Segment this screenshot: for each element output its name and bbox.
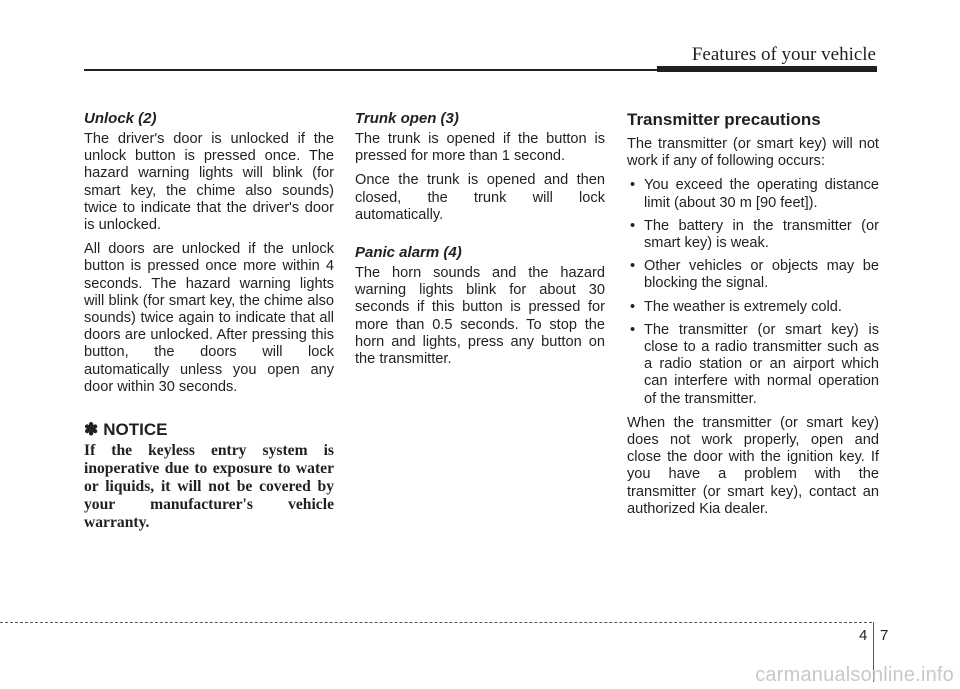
column-trunk-panic xyxy=(355,110,605,375)
bullet-icon: • xyxy=(630,258,636,275)
header-rule xyxy=(84,69,657,71)
list-item: • The weather is extremely cold. xyxy=(630,298,842,315)
list-item: • You exceed the operating distance limit (about 30 m [90 feet]). xyxy=(630,177,879,211)
bullet-icon: • xyxy=(630,217,636,234)
unlock-paragraph-2: All doors are unlocked if the unlock button is pressed once more within 4 seconds. The hazard warning lights will blink (for smart key, the chime also sounds) twice again to indicate that all doors are unlocked. After pressing this button, the doors will lock automatically unless you open any door within 30 seconds. xyxy=(84,241,334,395)
column-transmitter-precautions xyxy=(627,110,879,525)
asterisk-icon: ✽ xyxy=(84,420,99,440)
notice-heading xyxy=(84,420,334,440)
bullet-icon: • xyxy=(630,321,636,338)
notice-title: NOTICE xyxy=(103,420,168,440)
trunk-heading: Trunk open (3) xyxy=(355,110,459,127)
transmitter-heading: Transmitter precautions xyxy=(627,110,821,129)
footer-rule xyxy=(0,622,872,623)
transmitter-closing: When the transmitter (or smart key) does not work properly, open and close the door with the ignition key. If you have a problem with the transmitter (or smart key), contact an authorized Kia dealer. xyxy=(627,414,879,517)
bullet-icon: • xyxy=(630,298,636,315)
list-item: • The transmitter (or smart key) is close to a radio transmitter such as a radio station or an airport which can interfere with normal operation of the transmitter. xyxy=(630,321,879,407)
trunk-paragraph-1: The trunk is opened if the button is pressed for more than 1 second. xyxy=(355,131,605,165)
header-bar xyxy=(657,66,877,72)
page-number: 7 xyxy=(880,627,889,644)
bullet-icon: • xyxy=(630,177,636,194)
list-item: • Other vehicles or objects may be blocking the signal. xyxy=(630,258,879,292)
panic-paragraph: The horn sounds and the hazard warning lights blink for about 30 seconds if this button is pressed for more than 0.5 seconds. To stop the horn and lights, press any button on the transmitter. xyxy=(355,265,605,368)
precaution-list xyxy=(627,177,879,407)
watermark: carmanualsonline.info xyxy=(755,664,954,686)
transmitter-intro: The transmitter (or smart key) will not work if any of following occurs: xyxy=(627,136,879,170)
unlock-paragraph-1: The driver's door is unlocked if the unlock button is pressed once. The hazard warning lights will blink (for smart key, the chime also sounds) twice to indicate that the driver's door is unlocked. xyxy=(84,131,334,234)
trunk-paragraph-2: Once the trunk is opened and then closed, the trunk will lock automatically. xyxy=(355,172,605,223)
notice-body: If the keyless entry system is inoperative due to exposure to water or liquids, it will not be covered by your manufacturer's vehicle warranty. xyxy=(84,442,334,532)
list-item: • The battery in the transmitter (or smart key) is weak. xyxy=(630,217,879,252)
page-header-title: Features of your vehicle xyxy=(691,44,876,65)
panic-heading: Panic alarm (4) xyxy=(355,244,462,262)
column-unlock xyxy=(84,110,334,532)
unlock-heading: Unlock (2) xyxy=(84,110,157,127)
chapter-number: 4 xyxy=(859,627,868,644)
